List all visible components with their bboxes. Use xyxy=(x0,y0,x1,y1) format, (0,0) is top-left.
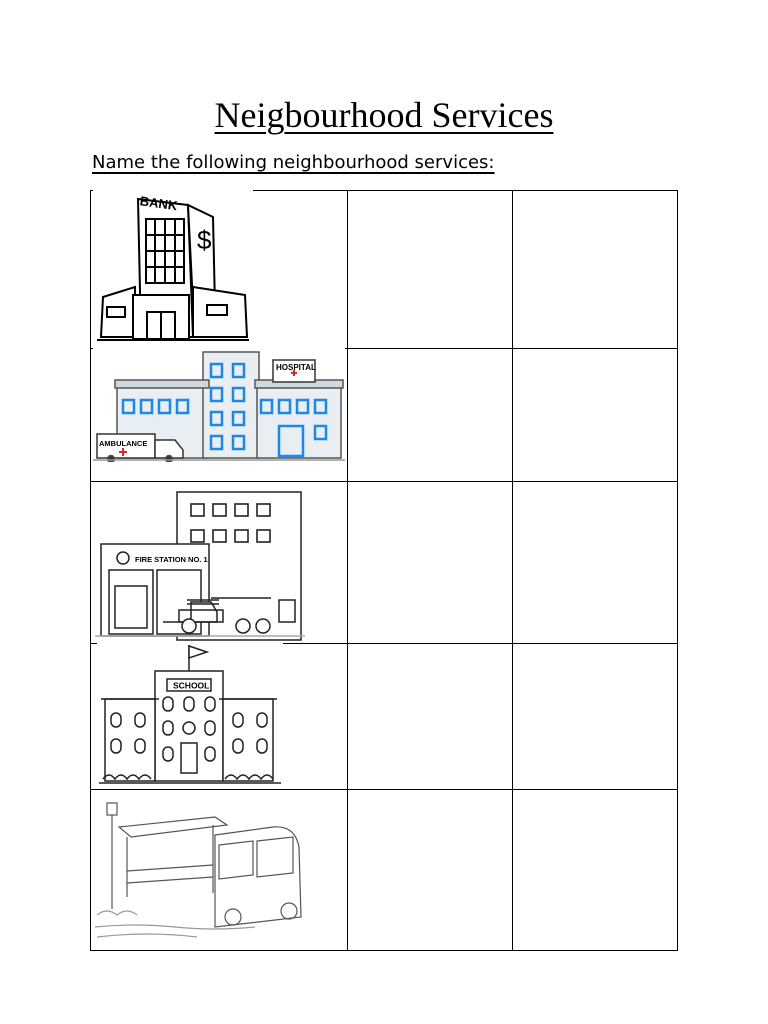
answer-cell[interactable] xyxy=(349,483,510,641)
worksheet-title: Neigbourhood Services xyxy=(214,95,554,135)
hospital-sign-text: HOSPITAL xyxy=(276,363,316,372)
answer-cell[interactable] xyxy=(349,350,510,479)
worksheet-instruction: Name the following neighbourhood services: xyxy=(92,152,495,173)
ambulance-sign-text: AMBULANCE xyxy=(99,439,148,448)
answer-cell[interactable] xyxy=(349,645,510,787)
bank-illustration xyxy=(93,187,253,348)
bus-stop-illustration xyxy=(93,797,307,947)
row-divider xyxy=(91,789,677,790)
hospital-illustration xyxy=(93,348,345,462)
dollar-sign-text: $ xyxy=(197,225,212,255)
school-sign-text: SCHOOL xyxy=(173,680,210,691)
column-divider xyxy=(347,191,348,950)
answer-cell[interactable] xyxy=(349,791,510,948)
answer-cell[interactable] xyxy=(514,193,675,346)
answer-cell[interactable] xyxy=(514,483,675,641)
column-divider xyxy=(512,191,513,950)
bank-sign-text: BANK xyxy=(139,193,179,214)
answer-cell[interactable] xyxy=(514,791,675,948)
answer-cell[interactable] xyxy=(349,193,510,346)
school-illustration xyxy=(97,643,283,788)
answer-cell[interactable] xyxy=(514,645,675,787)
answer-cell[interactable] xyxy=(514,350,675,479)
fire-station-sign-text: FIRE STATION NO. 1 xyxy=(135,555,208,564)
fire-station-illustration xyxy=(95,482,305,642)
